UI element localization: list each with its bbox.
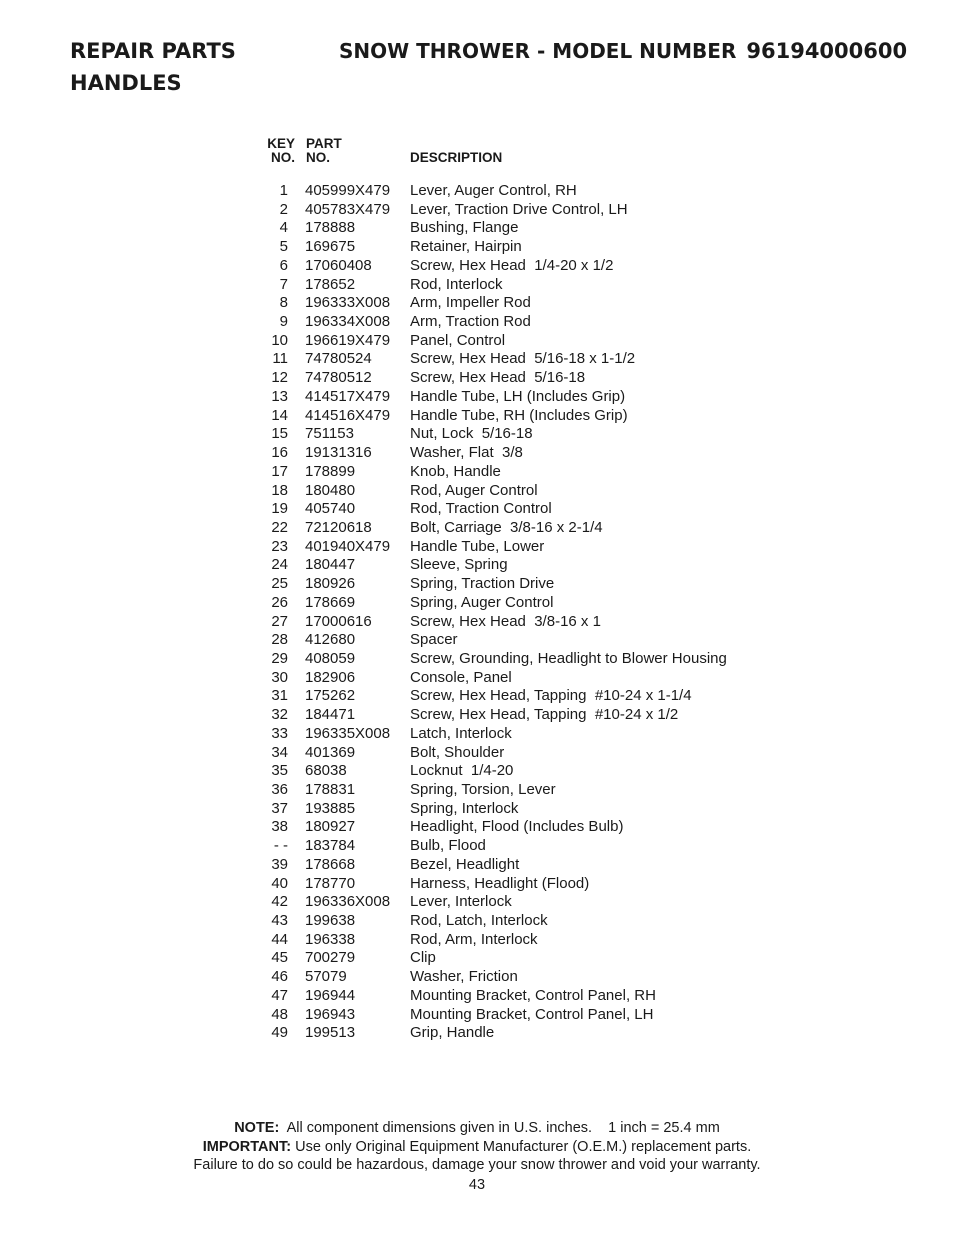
part-description: Spacer [410, 631, 458, 649]
key-number: 22 [271, 518, 288, 536]
part-number: 196619X479 [305, 331, 391, 349]
part-description: Handle Tube, LH (Includes Grip) [410, 387, 626, 405]
table-row [0, 350, 954, 369]
table-row [0, 575, 954, 594]
table-row [0, 388, 954, 407]
part-number: 57079 [305, 968, 347, 986]
table-row [0, 369, 954, 388]
note-label: NOTE: [234, 1120, 280, 1136]
part-number: 183784 [305, 837, 356, 855]
part-number: 74780512 [305, 369, 372, 387]
part-number: 414516X479 [305, 406, 391, 424]
table-row [0, 613, 954, 632]
table-row [0, 500, 954, 519]
table-row [0, 276, 954, 295]
table-row [0, 444, 954, 463]
part-number: 405740 [305, 500, 356, 518]
important-line [0, 1138, 954, 1157]
table-row [0, 837, 954, 856]
table-row [0, 687, 954, 706]
part-description: Grip, Handle [410, 1024, 495, 1042]
table-row [0, 912, 954, 931]
part-description: Screw, Grounding, Headlight to Blower Housing [410, 649, 727, 667]
table-row [0, 463, 954, 482]
key-number: 27 [271, 612, 288, 630]
key-number: 8 [279, 294, 288, 312]
key-number: 46 [271, 968, 288, 986]
key-number: 31 [271, 687, 288, 705]
key-number: 25 [271, 575, 288, 593]
part-description: Nut, Lock 5/16-18 [410, 425, 533, 443]
part-number: 193885 [305, 799, 356, 817]
part-number: 19131316 [305, 444, 372, 462]
part-description: Spring, Auger Control [410, 593, 554, 611]
table-row [0, 294, 954, 313]
part-description: Locknut 1/4-20 [410, 762, 514, 780]
column-header-part [306, 137, 342, 165]
key-number: 13 [271, 387, 288, 405]
table-row [0, 818, 954, 837]
table-row [0, 425, 954, 444]
table-row [0, 201, 954, 220]
part-description: Mounting Bracket, Control Panel, RH [410, 986, 656, 1004]
footer-notes [0, 1119, 954, 1175]
column-header-part-line2: NO. [306, 150, 331, 165]
part-description: Latch, Interlock [410, 724, 512, 742]
part-number: 169675 [305, 238, 356, 256]
key-number: 39 [271, 855, 288, 873]
page-number: 43 [468, 1177, 486, 1193]
part-number: 17000616 [305, 612, 372, 630]
part-number: 196334X008 [305, 313, 391, 331]
table-row [0, 893, 954, 912]
key-number: 15 [271, 425, 288, 443]
part-number: 196338 [305, 930, 356, 948]
table-row [0, 744, 954, 763]
key-number: 47 [271, 986, 288, 1004]
part-number: 700279 [305, 949, 356, 967]
table-row [0, 875, 954, 894]
key-number: 7 [279, 275, 288, 293]
key-number: 45 [271, 949, 288, 967]
part-number: 178831 [305, 781, 356, 798]
part-number: 196335X008 [305, 724, 391, 742]
table-row [0, 556, 954, 575]
part-number: 178652 [305, 275, 356, 293]
key-number: 33 [271, 724, 288, 742]
key-number: 6 [279, 256, 288, 274]
key-number: 43 [271, 912, 288, 930]
key-number: 9 [279, 313, 288, 331]
key-number: 17 [271, 462, 288, 480]
part-number: 184471 [305, 706, 356, 724]
part-description: Rod, Traction Control [410, 500, 552, 518]
part-number: 751153 [305, 425, 354, 443]
table-row [0, 856, 954, 875]
part-number: 405783X479 [305, 200, 391, 218]
part-description: Mounting Bracket, Control Panel, LH [410, 1005, 654, 1023]
table-row [0, 407, 954, 426]
part-description: Spring, Torsion, Lever [410, 781, 556, 798]
part-description: Bulb, Flood [410, 837, 486, 855]
part-number: 199638 [305, 912, 356, 930]
part-description: Screw, Hex Head, Tapping #10-24 x 1/2 [410, 706, 679, 724]
table-row [0, 987, 954, 1006]
part-description: Rod, Latch, Interlock [410, 912, 548, 930]
section-title: REPAIR PARTS [70, 39, 236, 63]
part-description: Lever, Traction Drive Control, LH [410, 200, 628, 218]
key-number: 11 [272, 350, 288, 368]
key-number: 14 [271, 406, 288, 424]
table-row [0, 219, 954, 238]
part-number: 414517X479 [305, 387, 391, 405]
part-number: 68038 [305, 762, 347, 780]
part-number: 178668 [305, 855, 356, 873]
part-number: 401940X479 [305, 537, 391, 555]
part-number: 175262 [305, 687, 356, 705]
part-number: 182906 [305, 668, 356, 686]
part-number: 412680 [305, 631, 356, 649]
part-number: 74780524 [305, 350, 372, 368]
part-number: 196943 [305, 1005, 356, 1023]
column-header-key [265, 137, 295, 165]
key-number: 49 [271, 1024, 288, 1042]
model-title [339, 39, 907, 63]
model-number: 96194000600 [746, 39, 908, 63]
part-number: 178899 [305, 462, 356, 480]
key-number: 10 [271, 331, 288, 349]
part-number: 408059 [305, 649, 356, 667]
model-title-text: SNOW THROWER - MODEL NUMBER [339, 39, 737, 63]
part-number: 180927 [305, 818, 356, 836]
part-description: Screw, Hex Head 5/16-18 x 1-1/2 [410, 350, 636, 368]
part-description: Screw, Hex Head 3/8-16 x 1 [410, 612, 601, 630]
part-description: Clip [410, 949, 436, 967]
part-description: Handle Tube, Lower [410, 537, 545, 555]
part-description: Handle Tube, RH (Includes Grip) [410, 406, 628, 424]
part-number: 180480 [305, 481, 356, 499]
part-number: 17060408 [305, 256, 372, 274]
part-description: Harness, Headlight (Flood) [410, 874, 590, 892]
part-description: Screw, Hex Head 5/16-18 [410, 369, 586, 387]
key-number: 48 [271, 1005, 288, 1023]
part-description: Bushing, Flange [410, 219, 519, 237]
key-number: 36 [271, 781, 288, 798]
part-description: Washer, Friction [410, 968, 518, 986]
table-row [0, 257, 954, 276]
table-row [0, 725, 954, 744]
key-number: 26 [271, 593, 288, 611]
key-number: 35 [271, 762, 288, 780]
table-row [0, 968, 954, 987]
part-description: Rod, Interlock [410, 275, 503, 293]
part-description: Arm, Impeller Rod [410, 294, 531, 312]
table-row [0, 1006, 954, 1025]
key-number: 44 [271, 930, 288, 948]
part-number: 196944 [305, 986, 356, 1004]
part-description: Knob, Handle [410, 462, 501, 480]
key-number: - - [273, 837, 288, 855]
table-row [0, 762, 954, 781]
column-header-part-line1: PART [306, 136, 342, 151]
part-description: Bezel, Headlight [410, 855, 520, 873]
important-label: IMPORTANT: [202, 1138, 292, 1155]
part-description: Spring, Traction Drive [410, 575, 555, 593]
key-number: 24 [271, 556, 288, 574]
parts-list [0, 182, 954, 1043]
table-row [0, 931, 954, 950]
key-number: 40 [271, 874, 288, 892]
part-description: Console, Panel [410, 668, 512, 686]
part-number: 196336X008 [305, 893, 391, 911]
key-number: 5 [279, 238, 288, 256]
part-number: 178888 [305, 219, 356, 237]
part-description: Sleeve, Spring [410, 556, 508, 574]
part-description: Screw, Hex Head, Tapping #10-24 x 1-1/4 [410, 687, 692, 705]
key-number: 18 [271, 481, 288, 499]
warning-line: Failure to do so could be hazardous, damage your snow thrower and void your warranty. [193, 1157, 761, 1174]
part-number: 72120618 [305, 518, 372, 536]
table-row [0, 631, 954, 650]
part-description: Arm, Traction Rod [410, 313, 531, 331]
part-description: Lever, Interlock [410, 893, 512, 911]
part-number: 178669 [305, 593, 356, 611]
part-description: Retainer, Hairpin [410, 238, 522, 256]
page-subtitle: HANDLES [70, 71, 182, 95]
key-number: 30 [271, 668, 288, 686]
table-row [0, 949, 954, 968]
key-number: 29 [271, 649, 288, 667]
part-number: 199513 [305, 1024, 356, 1042]
table-row [0, 594, 954, 613]
key-number: 19 [271, 500, 288, 518]
key-number: 12 [271, 369, 288, 387]
key-number: 23 [271, 537, 288, 555]
part-description: Bolt, Carriage 3/8-16 x 2-1/4 [410, 518, 603, 536]
table-row [0, 538, 954, 557]
table-row [0, 1024, 954, 1043]
table-row [0, 650, 954, 669]
key-number: 42 [271, 893, 288, 911]
table-row [0, 182, 954, 201]
part-number: 178770 [305, 874, 356, 892]
key-number: 4 [279, 219, 288, 237]
part-description: Panel, Control [410, 331, 506, 349]
part-description: Spring, Interlock [410, 799, 519, 817]
part-description: Washer, Flat 3/8 [410, 444, 523, 462]
key-number: 16 [271, 444, 288, 462]
part-description: Headlight, Flood (Includes Bulb) [410, 818, 624, 836]
important-text: Use only Original Equipment Manufacturer (O.E.M.) replacement parts. [295, 1138, 752, 1155]
column-header-description: DESCRIPTION [410, 150, 503, 165]
table-row [0, 238, 954, 257]
column-header-key-line2: NO. [270, 150, 295, 165]
key-number: 28 [271, 631, 288, 649]
part-description: Rod, Arm, Interlock [410, 930, 538, 948]
table-row [0, 313, 954, 332]
part-description: Bolt, Shoulder [410, 743, 505, 761]
table-row [0, 482, 954, 501]
key-number: 1 [279, 182, 288, 199]
key-number: 2 [279, 200, 288, 218]
part-number: 196333X008 [305, 294, 391, 312]
part-number: 401369 [305, 743, 356, 761]
key-number: 38 [271, 818, 288, 836]
table-row [0, 669, 954, 688]
part-description: Rod, Auger Control [410, 481, 538, 499]
part-number: 180926 [305, 575, 356, 593]
table-row [0, 781, 954, 800]
part-number: 405999X479 [305, 182, 391, 199]
table-row [0, 800, 954, 819]
note-line [0, 1119, 954, 1138]
table-row [0, 332, 954, 351]
note-text: All component dimensions given in U.S. inches. 1 inch = 25.4 mm [286, 1120, 720, 1136]
key-number: 34 [271, 743, 288, 761]
key-number: 37 [271, 799, 288, 817]
part-description: Screw, Hex Head 1/4-20 x 1/2 [410, 256, 614, 274]
column-header-key-line1: KEY [267, 136, 295, 151]
part-description: Lever, Auger Control, RH [410, 182, 577, 199]
table-row [0, 519, 954, 538]
key-number: 32 [271, 706, 288, 724]
table-row [0, 706, 954, 725]
part-number: 180447 [305, 556, 356, 574]
